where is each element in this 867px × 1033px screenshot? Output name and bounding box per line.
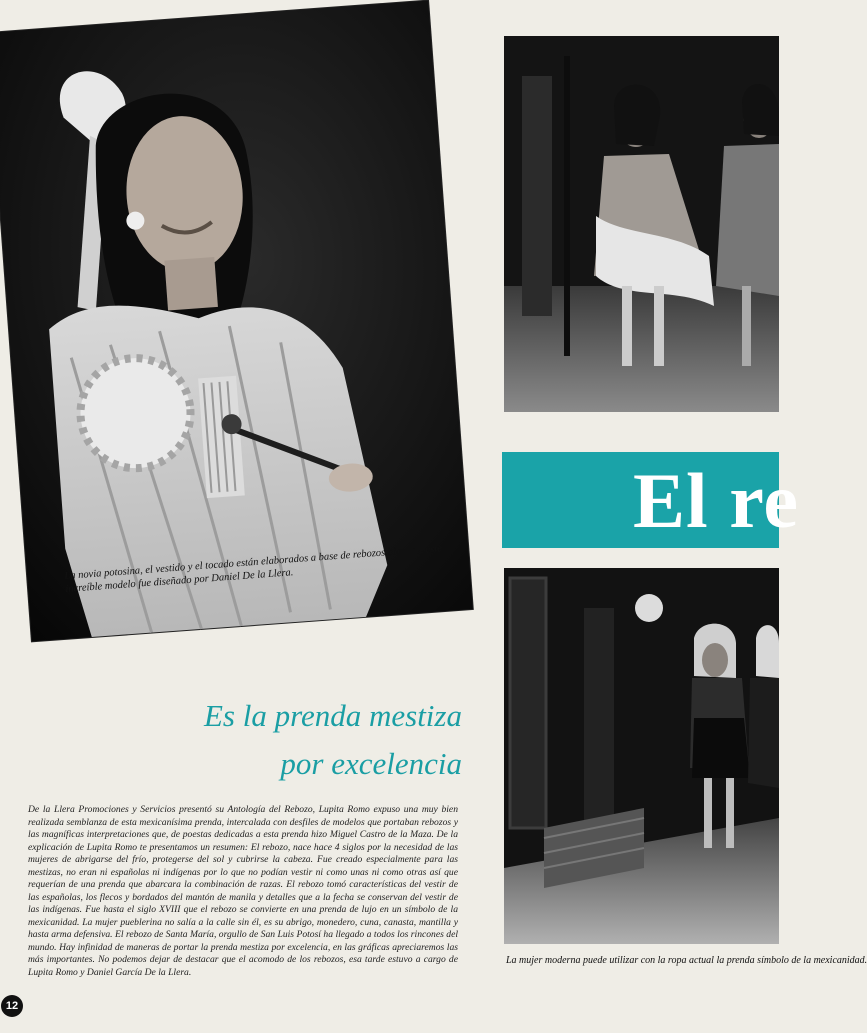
runway-photo — [504, 36, 779, 412]
title-banner — [502, 452, 800, 548]
bride-caption: La novia potosina, el vestido y el tocado están elaborados a base de rebozos blancos, este increíble modelo fue diseñado por Daniel De la Llera. — [64, 543, 443, 595]
headline-line-1: Es la prenda mestiza — [203, 698, 462, 733]
article-headline — [160, 692, 462, 788]
stairs-photo — [504, 568, 779, 944]
article-body: De la Llera Promociones y Servicios presentó su Antología del Rebozo, Lupita Romo expuso una muy bien realizada semblanza de esta mexicanísima prenda, intercalada con desfiles de modelos que portaban rebozos y las magníficas interpretaciones que, de poestas dedicadas a esta prenda hizo Miguel Castro de la Maza. De la explicación de Lupita Romo te presentamos un resumen: El rebozo, nace hace 4 siglos por la necesidad de las mujeres de abrigarse del frío, protegerse del sol y cubrirse la cabeza. Fue creado especialmente para las mestizas, no eran ni españolas ni indígenas por lo que no podían vestir ni como unas ni como otras así que requerían de una prenda que abarcara la combinación de razas. El rebozo tomó características del vestir de las españolas, los flecos y bordados del mantón de manila y detalles que a la fecha se conservan del vestir de las indígenas. Fue hasta el siglo XVIII que el rebozo se convierte en una prenda de lujo en un símbolo de la mexicanidad. La mujer pueblerina no salía a la calle sin él, es su abrigo, monedero, cuna, canasta, mantilla y hasta arma defensiva. El rebozo de Santa María, orgullo de San Luis Potosí ha llegado a todos los rincones del mundo. Hay infinidad de maneras de portar la prenda mestiza por excelencia, en las gráficas apreciaremos las más importantes. No podemos dejar de destacar que el acomodo de los rebozos, esa tarde estuvo a cargo de Lupita Romo y Daniel García De la Llera. — [28, 804, 458, 978]
modern-caption: La mujer moderna puede utilizar con la ropa actual la prenda símbolo de la mexicanidad. — [506, 955, 867, 966]
page-number: 12 — [1, 995, 23, 1017]
banner-title: El re — [633, 457, 800, 544]
headline-line-2: por excelencia — [280, 746, 462, 781]
